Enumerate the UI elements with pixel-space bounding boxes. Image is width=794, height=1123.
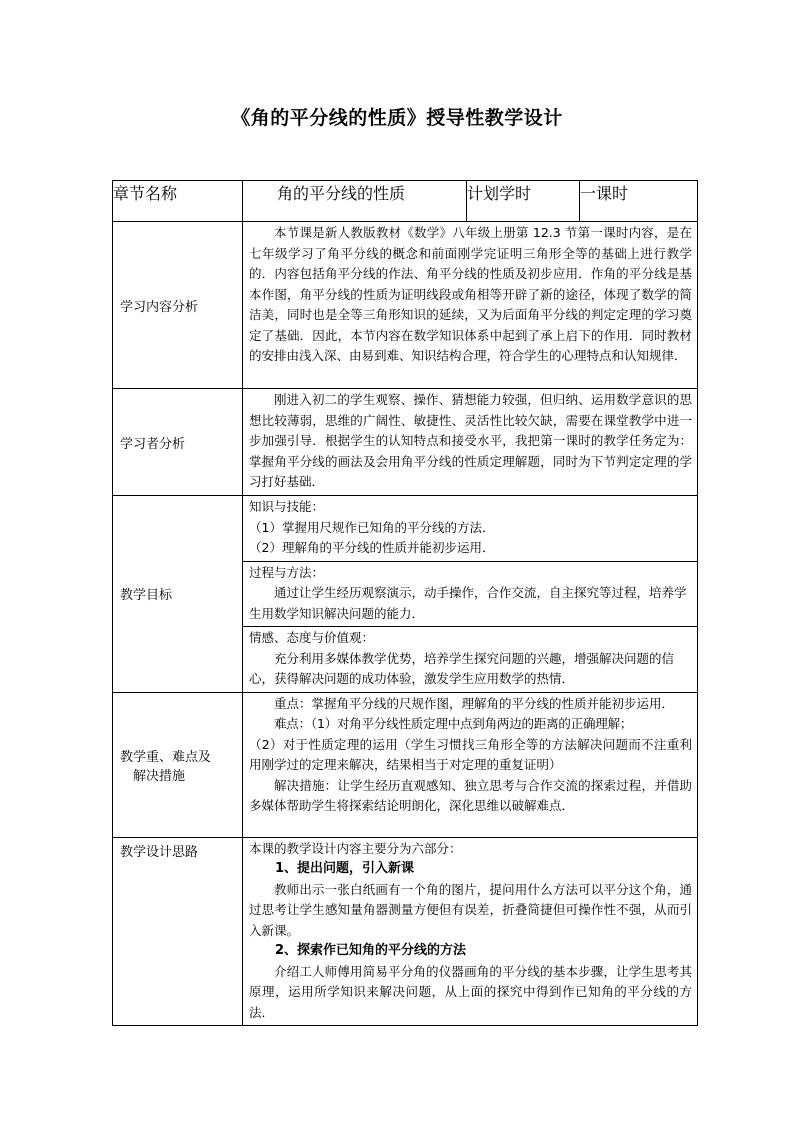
design-part2-title: 2、探索作已知角的平分线的方法 — [275, 943, 467, 958]
key-difficulty-text: 难点：（1）对角平分线性质定理中点到角两边的距离的正确理解； — [274, 716, 633, 731]
knowledge-item-1: （1）掌握用尺规作已知角的平分线的方法． — [249, 519, 495, 535]
design-row — [113, 837, 698, 1026]
document-title: 《角的平分线的性质》授导性教学设计 — [231, 107, 563, 129]
objectives-cell — [243, 496, 698, 693]
key-focus-text: 重点：掌握角平分线的尺规作图，理解角的平分线的性质并能初步运用． — [274, 695, 675, 711]
design-label: 教学设计思路 — [113, 837, 243, 1026]
learner-analysis-label: 学习者分析 — [113, 389, 243, 496]
process-heading: 过程与方法： — [249, 564, 325, 580]
design-part1-text: 教师出示一张白纸画有一个角的图片，提问用什么方法可以平分这个角，通过思考让学生感知量角器测量方便但有误差，折叠简捷但可操作性不强，从而引入新课。 — [249, 881, 692, 938]
learner-analysis-cell — [243, 389, 698, 496]
objectives-label: 教学目标 — [113, 496, 243, 693]
knowledge-heading: 知识与技能： — [249, 499, 325, 514]
chapter-name-label: 章节名称 — [113, 181, 243, 222]
process-text: 通过让学生经历观察演示，动手操作，合作交流，自主探究等过程，培养学生用数学知识解决问题的能力． — [249, 585, 687, 621]
learner-analysis-row — [113, 389, 698, 496]
planned-hours-value: 一课时 — [580, 181, 698, 222]
design-part1-title: 1、提出问题，引入新课 — [275, 861, 415, 876]
design-part2-text: 介绍工人师傅用简易平分角的仪器画角的平分线的基本步骤，让学生思考其原理，运用所学知识来解决问题，从上面的探究中得到作已知角的平分线的方法． — [249, 963, 692, 1020]
lesson-plan-table — [112, 180, 698, 1026]
design-intro: 本课的教学设计内容主要分为六部分： — [249, 840, 462, 856]
header-row — [113, 181, 698, 222]
content-analysis-label: 学习内容分析 — [113, 222, 243, 389]
emotion-text: 充分利用多媒体教学优势，培养学生探究问题的兴趣，增强解决问题的信心，获得解决问题的成功体验，激发学生应用数学的热情． — [249, 650, 675, 686]
emotion-heading: 情感、态度与价值观： — [249, 630, 375, 645]
chapter-name-value: 角的平分线的性质 — [243, 181, 467, 222]
key-measures-text: 解决措施：让学生经历直观感知、独立思考与合作交流的探索过程，并借助多媒体帮助学生将探索结论明朗化，深化思维以破解难点． — [249, 777, 692, 813]
content-analysis-row — [113, 222, 698, 389]
objectives-row — [113, 496, 698, 693]
key-points-label-line2: 解决措施 — [133, 768, 186, 784]
emotion-values-block — [243, 627, 697, 692]
planned-hours-label: 计划学时 — [467, 181, 580, 222]
learner-analysis-text: 刚进入初二的学生观察、操作、猜想能力较强，但归纳、运用数学意识的思想比较薄弱，思维的广阔性、敏捷性、灵活性比较欠缺，需要在课堂教学中进一步加强引导．根据学生的认知特点和接受水平，我把第一课时的教学任务定为：掌握角平分线的画法及会用角平分线的性质定理解题，同时为下节判定定理的学习打好基础． — [249, 392, 692, 489]
key-points-label-line1: 教学重、难点及 — [120, 749, 212, 765]
content-analysis-text: 本节课是新人教版教材《数学》八年级上册第 12.3 节第一课时内容，是在七年级学习了角平分线的概念和前面刚学完证明三角形全等的基础上进行教学的．内容包括角平分线的作法、角平分线的性质及初步应用．作角的平分线是基本作图，角平分线的性质为证明线段或角相等开辟了新的途径，体现了数学的简洁美，同时也是全等三角形知识的延续，又为后面角平分线的判定定理的学习奠定了基础．因此，本节内容在数学知识体系中起到了承上启下的作用．同时教材的安排由浅入深、由易到难、知识结构合理，符合学生的心理特点和认知规律． — [249, 225, 692, 363]
key-points-row — [113, 692, 698, 837]
knowledge-item-2: （2）理解角的平分线的性质并能初步运用． — [249, 540, 495, 555]
key-points-label — [113, 692, 243, 837]
key-difficulty-text-2: （2）对于性质定理的运用（学生习惯找三角形全等的方法解决问题而不注重利用刚学过的定理来解决，结果相当于对定理的重复证明） — [249, 736, 692, 772]
design-cell — [243, 837, 698, 1026]
key-points-cell — [243, 692, 698, 837]
process-methods-block — [243, 562, 697, 628]
content-analysis-cell — [243, 222, 698, 389]
knowledge-skills-block — [243, 496, 697, 562]
